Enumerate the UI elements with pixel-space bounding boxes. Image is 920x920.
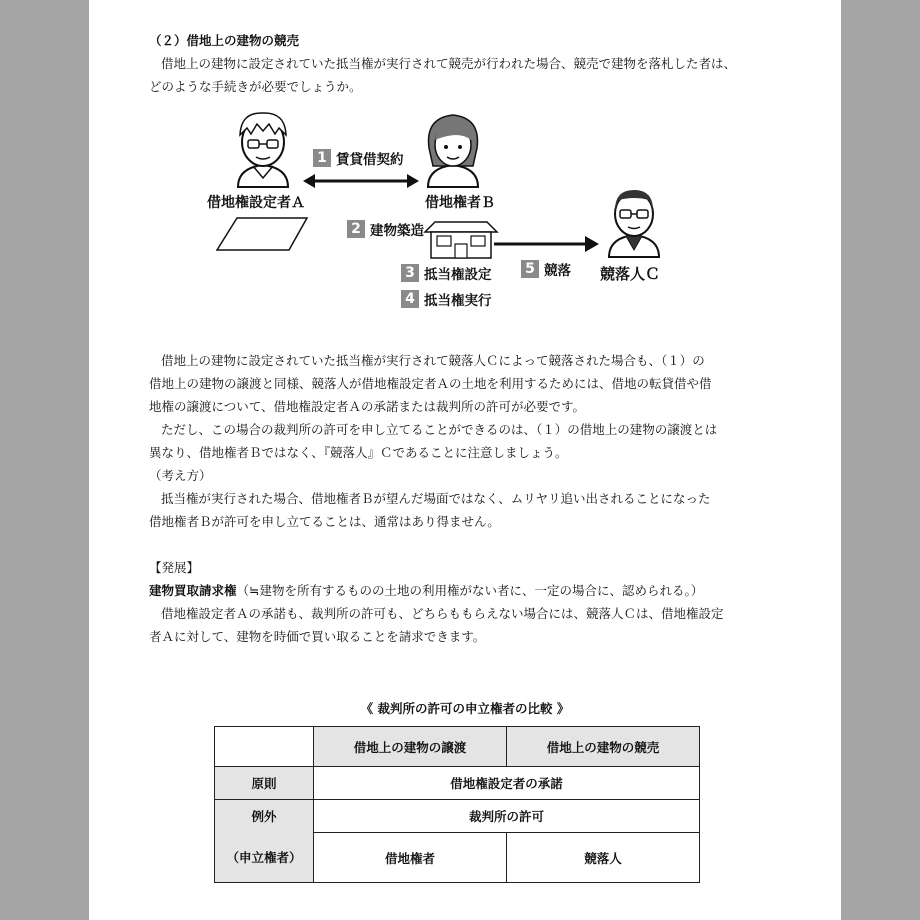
- auction-arrow: [494, 236, 599, 252]
- person-a-label: 借地権設定者Ａ: [207, 195, 305, 211]
- step-2-number: 2: [347, 220, 365, 238]
- person-c-figure: [609, 190, 659, 257]
- body-line-1: 借地上の建物に設定されていた抵当権が実行されて競落人Ｃによって競落された場合も、（１）の: [161, 353, 705, 368]
- question-line-1: 借地上の建物に設定されていた抵当権が実行されて競売が行われた場合、競売で建物を落札した者は、: [161, 56, 737, 71]
- table-caption: 《 裁判所の許可の申立権者の比較 》: [360, 701, 570, 716]
- col-header-auction: 借地上の建物の競売: [507, 727, 700, 767]
- body-line-5: 異なり、借地権者Ｂではなく、『競落人』Ｃであることに注意しましょう。: [149, 445, 568, 460]
- development-term: 建物買取請求権: [149, 583, 237, 598]
- thinking-heading: （考え方）: [149, 468, 212, 483]
- step-4-number: 4: [401, 290, 419, 308]
- step-2-label: 建物築造: [370, 223, 424, 239]
- question-line-2: どのような手続きが必要でしょうか。: [149, 79, 362, 94]
- body-line-8: 借地権者Ｂが許可を申し立てることは、通常はあり得ません。: [149, 514, 500, 529]
- step-5-label: 競落: [544, 263, 571, 279]
- body-line-4: ただし、この場合の裁判所の許可を申し立てることができるのは、（１）の借地上の建物の譲渡とは: [161, 422, 718, 437]
- step-5: [521, 259, 571, 279]
- exception-value: 裁判所の許可: [314, 800, 700, 833]
- development-term-line: [149, 582, 789, 599]
- development-line-1: 借地権設定者Ａの承諾も、裁判所の許可も、どちらももらえない場合には、競落人Ｃは、借地権設定: [161, 606, 724, 621]
- section-title: （２）借地上の建物の競売: [149, 33, 300, 48]
- row-label-exception: 例外: [215, 800, 314, 833]
- step-3-label: 抵当権設定: [424, 267, 492, 283]
- building-icon: [425, 222, 497, 258]
- principle-value: 借地権設定者の承諾: [314, 767, 700, 800]
- development-heading: 【発展】: [149, 560, 200, 575]
- step-1-label: 賃貸借契約: [336, 152, 404, 168]
- body-line-3: 地権の譲渡について、借地権設定者Ａの承諾または裁判所の許可が必要です。: [149, 399, 586, 414]
- applicant-auction: 競落人: [507, 833, 700, 883]
- step-1: [313, 148, 404, 168]
- row-label-principle: 原則: [215, 767, 314, 800]
- person-c-label: 競落人Ｃ: [600, 265, 661, 283]
- step-4: [401, 289, 492, 309]
- row-label-applicant: （申立権者）: [215, 833, 314, 883]
- step-5-number: 5: [521, 260, 539, 278]
- person-b-figure: [428, 115, 478, 187]
- step-3: [401, 263, 492, 283]
- comparison-table: [214, 726, 700, 883]
- development-line-2: 者Ａに対して、建物を時価で買い取ることを請求できます。: [149, 629, 486, 644]
- col-header-transfer: 借地上の建物の譲渡: [314, 727, 507, 767]
- document-page: [89, 0, 841, 920]
- step-4-label: 抵当権実行: [424, 293, 492, 309]
- land-parcel-icon: [217, 218, 307, 250]
- development-term-note: （≒建物を所有するものの土地の利用権がない者に、一定の場合に、認められる。）: [236, 583, 704, 598]
- body-line-7: 抵当権が実行された場合、借地権者Ｂが望んだ場面ではなく、ムリヤリ追い出されることになった: [161, 491, 711, 506]
- applicant-transfer: 借地権者: [314, 833, 507, 883]
- table-corner-cell: [215, 727, 314, 767]
- person-b-label: 借地権者Ｂ: [425, 195, 495, 211]
- body-line-2: 借地上の建物の譲渡と同様、競落人が借地権設定者Ａの土地を利用するためには、借地の転貸借や借: [149, 376, 712, 391]
- contract-arrow: [303, 174, 419, 188]
- step-1-number: 1: [313, 149, 331, 167]
- step-2: [347, 219, 424, 239]
- person-a-figure: [238, 113, 288, 187]
- step-3-number: 3: [401, 264, 419, 282]
